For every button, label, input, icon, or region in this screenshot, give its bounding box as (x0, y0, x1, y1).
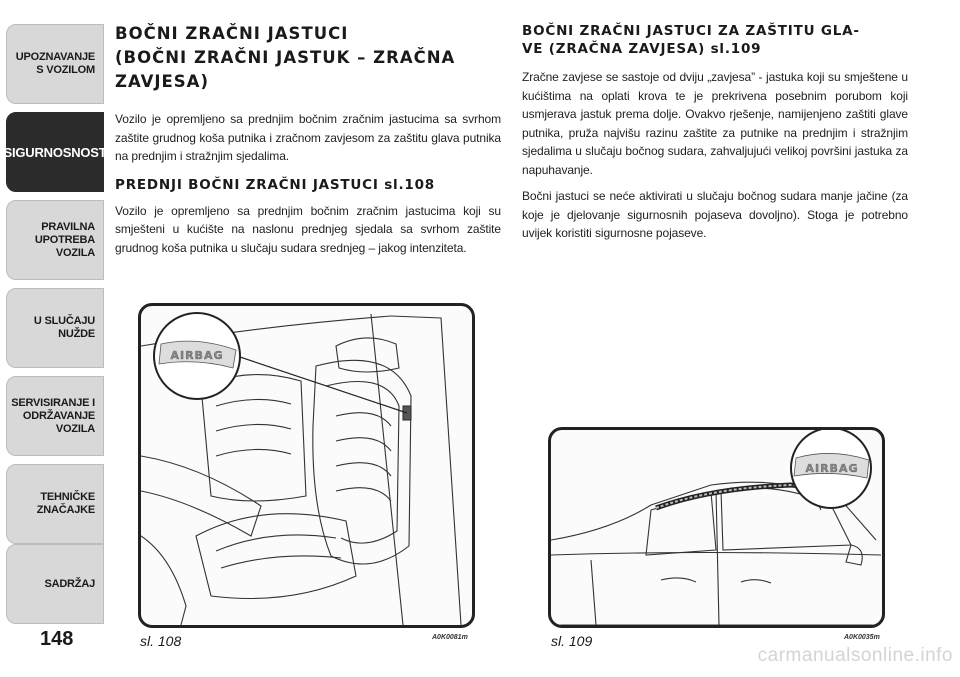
airbag-badge-text: AIRBAG (170, 349, 224, 362)
figure-caption: sl. 109 (551, 633, 593, 649)
tab-label-line: SIGURNOSNOST (3, 144, 107, 160)
figure-code: A0K0081m (432, 634, 468, 641)
right-column (522, 22, 908, 243)
tab-label-line: SADRŽAJ (44, 577, 95, 590)
section-title (522, 22, 908, 58)
tab-label-line: TEHNIČKE (40, 491, 95, 503)
figure-seat-airbag (138, 303, 475, 628)
tab-label-line: SERVISIRANJE I (11, 396, 95, 409)
tab-pravilna-upotreba-vozila[interactable] (6, 200, 104, 280)
tab-label-line: ZNAČAJKE (36, 504, 95, 516)
tab-label-line: S VOZILOM (36, 64, 95, 76)
figure-curtain-airbag (548, 427, 885, 628)
curtain-airbag-paragraph: Zračne zavjese se sastoje od dviju „zavjesa” - jastuka koji su smještene u kućištima na oplati krova te je prekrivena posebnim porubom koji usmjerava jastuk prema dolje. Ovakvo rješenje, namijenjeno zaštiti glave putnika, pruža najvišu razinu zaštite za putnike na prednjim i stražnjim sjedalima u slučaju bočnog sudara, zahvaljujući velikoj površini jastuka za napuhavanje. (522, 70, 908, 177)
tab-label-line: U SLUČAJU (33, 315, 95, 327)
subsection-title: PREDNJI BOČNI ZRAČNI JASTUCI sl.108 (115, 176, 435, 193)
seat-illustration (141, 306, 472, 625)
tab-sigurnosnost[interactable] (3, 112, 107, 192)
title-line: ZAVJESA) (115, 72, 209, 91)
tab-u-slucaju-nuzde[interactable] (6, 288, 104, 368)
title-line: (BOČNI ZRAČNI JASTUK – ZRAČNA (115, 48, 456, 67)
tab-label-line: UPOZNAVANJE (15, 51, 95, 63)
left-column (115, 22, 501, 257)
activation-paragraph: Bočni jastuci se neće aktivirati u slučaju bočnog sudara manje jačine (za koje je djelovanje sigurnosnih pojaseva dovoljno). Stoga je potrebno uvijek koristiti sigurnosne pojaseve. (522, 189, 908, 240)
car-illustration (551, 430, 882, 625)
tab-label-line: PRAVILNA (41, 220, 95, 233)
figure-code: A0K0035m (844, 634, 880, 641)
title-line: VE (ZRAČNA ZAVJESA) sl.109 (522, 41, 762, 57)
watermark: carmanualsonline.info (757, 645, 953, 666)
figure-caption: sl. 108 (140, 633, 182, 649)
tab-upoznavanje-s-vozilom[interactable] (6, 24, 104, 104)
front-airbag-paragraph: Vozilo je opremljeno sa prednjim bočnim zračnim jastucima koji su smješteni u kućište na naslonu prednjeg sjedala sa svrhom zaštite grudnog koša putnika u slučaju sudara srednjeg – jakog intenziteta. (115, 203, 501, 255)
tab-servisiranje-i-odrzavanje[interactable] (6, 376, 104, 456)
tab-label-line: NUŽDE (58, 328, 95, 340)
tab-tehnicke-znacajke[interactable] (6, 464, 104, 544)
tab-label-line: ODRŽAVANJE (22, 409, 95, 422)
airbag-badge-text: AIRBAG (805, 462, 859, 475)
tab-label-line: VOZILA (55, 246, 95, 259)
section-title (115, 22, 501, 94)
tab-label-line: VOZILA (55, 422, 95, 435)
tab-label-line: UPOTREBA (34, 233, 95, 246)
tab-sadrzaj[interactable] (6, 544, 104, 624)
page-number: 148 (40, 628, 74, 650)
title-line: BOČNI ZRAČNI JASTUCI ZA ZAŠTITU GLA- (522, 23, 860, 39)
title-line: BOČNI ZRAČNI JASTUCI (115, 24, 349, 43)
intro-paragraph: Vozilo je opremljeno sa prednjim bočnim zračnim jastucima sa svrhom zaštite grudnog koša putnika i zračnom zavjesom za zaštitu glava putnika na prednjim i stražnjim sjedalima. (115, 112, 501, 163)
